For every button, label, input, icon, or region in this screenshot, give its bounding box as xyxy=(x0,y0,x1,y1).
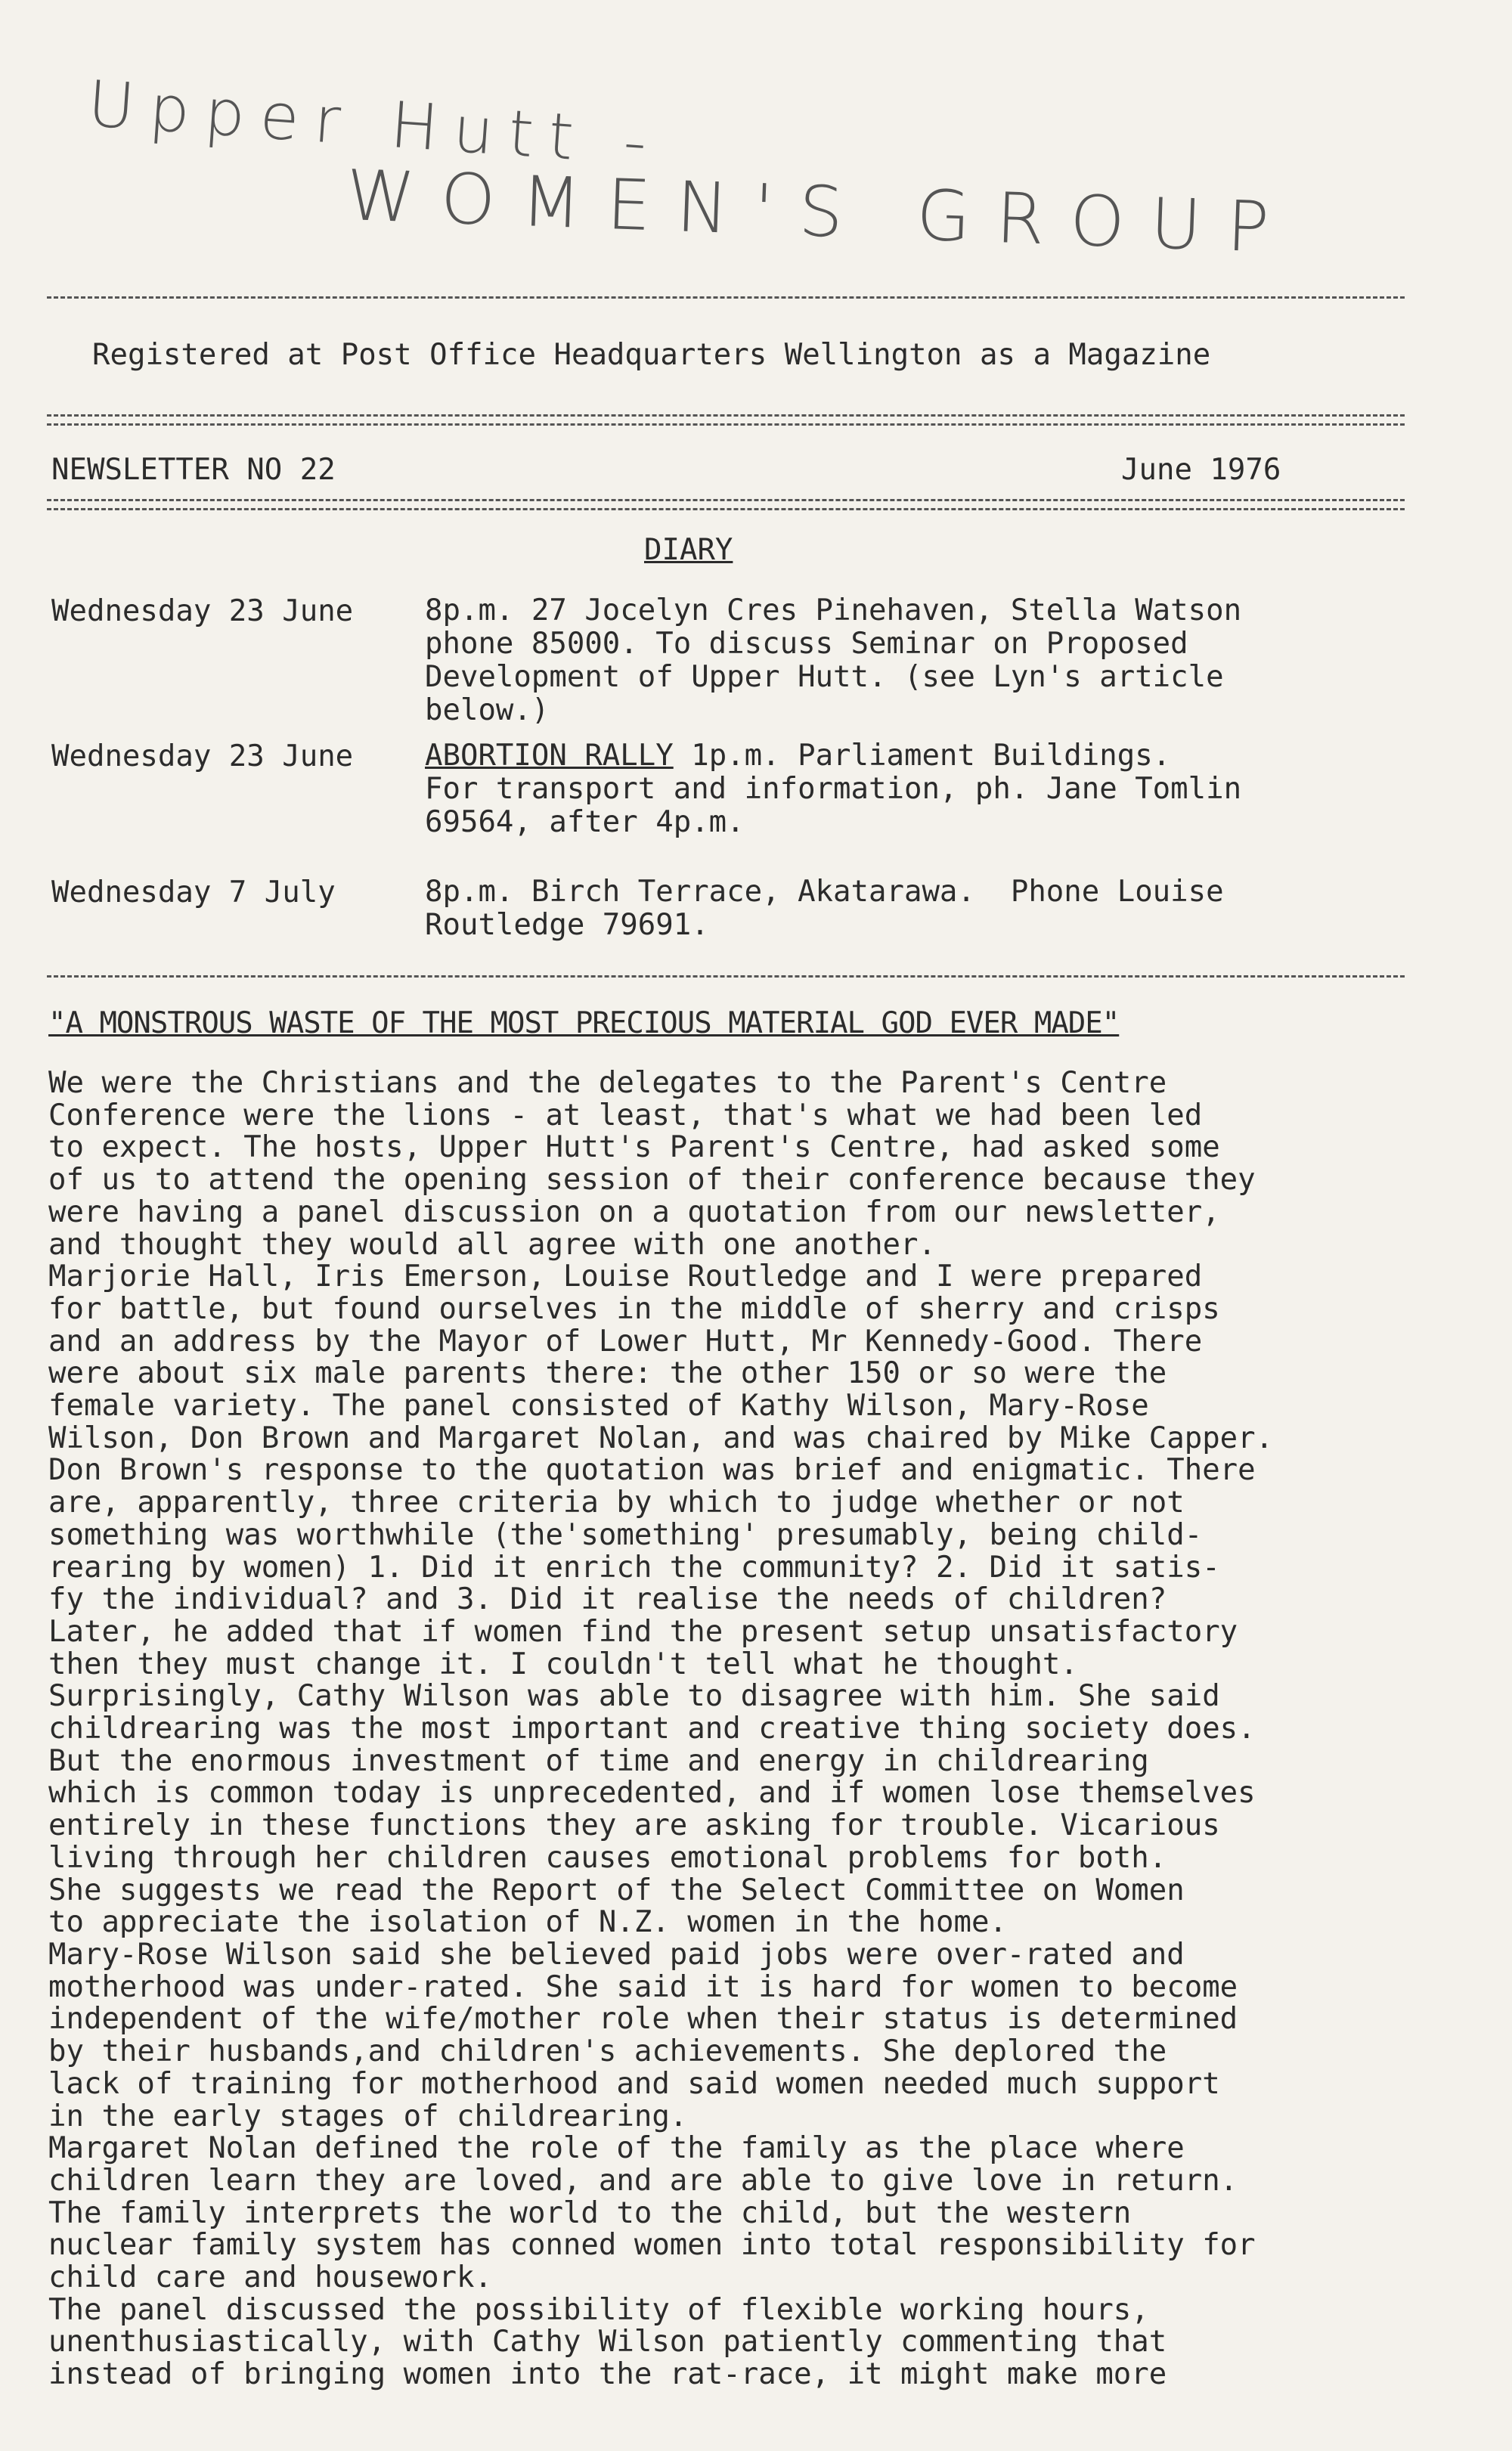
article-line: Marjorie Hall, Iris Emerson, Louise Routledge and I were prepared xyxy=(48,1260,1203,1294)
article-line: unenthusiastically, with Cathy Wilson patiently commenting that xyxy=(48,2325,1167,2360)
article-line: fy the individual? and 3. Did it realise the needs of children? xyxy=(48,1582,1167,1617)
article-line: Later, he added that if women find the present setup unsatisfactory xyxy=(48,1614,1238,1649)
article-line: childrearing was the most important and creative thing society does. xyxy=(48,1712,1256,1746)
article-body xyxy=(48,1067,1500,2391)
article-line: The panel discussed the possibility of flexible working hours, xyxy=(48,2292,1149,2327)
article-line: living through her children causes emotional problems for both. xyxy=(48,1840,1167,1875)
divider-rule xyxy=(47,975,1405,978)
article-line: Surprisingly, Cathy Wilson was able to disagree with him. She said xyxy=(48,1679,1220,1714)
article-line: are, apparently, three criteria by which to judge whether or not xyxy=(48,1486,1185,1520)
article-line: which is common today is unprecedented, and if women lose themselves xyxy=(48,1776,1256,1811)
handwritten-title-line-1: Upper Hutt - xyxy=(85,67,665,181)
article-line: independent of the wife/mother role when their status is determined xyxy=(48,2002,1238,2037)
article-line: were about six male parents there: the other 150 or so were the xyxy=(48,1356,1167,1391)
article-line: Don Brown's response to the quotation was brief and enigmatic. There xyxy=(48,1453,1256,1488)
article-title: "A MONSTROUS WASTE OF THE MOST PRECIOUS MATERIAL GOD EVER MADE" xyxy=(48,1006,1120,1040)
diary-heading: DIARY xyxy=(644,533,733,567)
divider-rule xyxy=(47,499,1405,501)
article-line: She suggests we read the Report of the Select Committee on Women xyxy=(48,1873,1185,1907)
abortion-rally-label: ABORTION RALLY xyxy=(425,739,674,773)
article-line: motherhood was under-rated. She said it is hard for women to become xyxy=(48,1969,1238,2004)
divider-rule xyxy=(47,423,1405,426)
article-line: Conference were the lions - at least, that's what we had been led xyxy=(48,1098,1203,1133)
article-line: Margaret Nolan defined the role of the family as the place where xyxy=(48,2131,1185,2166)
article-line: children learn they are loved, and are able to give love in return. xyxy=(48,2163,1238,2198)
article-line: by their husbands,and children's achievements. She deplored the xyxy=(48,2034,1167,2069)
divider-rule xyxy=(47,414,1405,417)
article-line: rearing by women) 1. Did it enrich the community? 2. Did it satis- xyxy=(48,1550,1220,1585)
newsletter-date: June 1976 xyxy=(1121,453,1281,487)
handwritten-title-line-2: WOMEN'S GROUP xyxy=(345,155,1297,269)
diary-entry-text: 8p.m. Birch Terrace, Akatarawa. Phone Louise Routledge 79691. xyxy=(425,875,1224,942)
diary-entry-text: 8p.m. 27 Jocelyn Cres Pinehaven, Stella Watson phone 85000. To discuss Seminar on Proposed Development of Upper Hutt. (see Lyn's article below.) xyxy=(425,593,1242,727)
article-line: of us to attend the opening session of their conference because they xyxy=(48,1163,1256,1198)
article-line: then they must change it. I couldn't tell what he thought. xyxy=(48,1647,1078,1681)
article-line: But the enormous investment of time and energy in childrearing xyxy=(48,1743,1149,1778)
article-line: to appreciate the isolation of N.Z. women in the home. xyxy=(48,1905,1007,1940)
article-line: for battle, but found ourselves in the middle of sherry and crisps xyxy=(48,1291,1220,1326)
article-line: and an address by the Mayor of Lower Hutt, Mr Kennedy-Good. There xyxy=(48,1324,1203,1359)
article-line: nuclear family system has conned women into total responsibility for xyxy=(48,2228,1256,2263)
article-line: to expect. The hosts, Upper Hutt's Parent's Centre, had asked some xyxy=(48,1130,1220,1165)
newsletter-number: NEWSLETTER NO 22 xyxy=(51,453,336,487)
diary-day: Wednesday 7 July xyxy=(51,875,336,909)
article-line: Wilson, Don Brown and Margaret Nolan, and was chaired by Mike Capper. xyxy=(48,1421,1274,1455)
article-line: in the early stages of childrearing. xyxy=(48,2099,688,2133)
diary-entry-text xyxy=(425,739,1498,839)
article-line: lack of training for motherhood and said women needed much support xyxy=(48,2066,1220,2101)
article-line: We were the Christians and the delegates to the Parent's Centre xyxy=(48,1066,1167,1100)
registration-notice: Registered at Post Office Headquarters Wellington as a Magazine xyxy=(92,338,1211,372)
diary-entry-detail: 1p.m. Parliament Buildings. For transport and information, ph. Jane Tomlin 69564, after 4p.m. xyxy=(425,739,1242,839)
divider-rule xyxy=(47,508,1405,510)
diary-day: Wednesday 23 June xyxy=(51,594,354,628)
article-line: and thought they would all agree with one another. xyxy=(48,1227,936,1262)
article-line: Mary-Rose Wilson said she believed paid jobs were over-rated and xyxy=(48,1937,1185,1972)
article-line: instead of bringing women into the rat-race, it might make more xyxy=(48,2357,1167,2392)
article-line: child care and housework. xyxy=(48,2260,492,2295)
article-line: The family interprets the world to the child, but the western xyxy=(48,2195,1132,2230)
article-line: were having a panel discussion on a quotation from our newsletter, xyxy=(48,1195,1220,1229)
divider-rule xyxy=(47,296,1405,299)
article-line: female variety. The panel consisted of Kathy Wilson, Mary-Rose xyxy=(48,1389,1149,1424)
diary-day: Wednesday 23 June xyxy=(51,739,354,773)
article-line: something was worthwhile (the'something' presumably, being child- xyxy=(48,1517,1203,1552)
article-line: entirely in these functions they are asking for trouble. Vicarious xyxy=(48,1808,1220,1843)
